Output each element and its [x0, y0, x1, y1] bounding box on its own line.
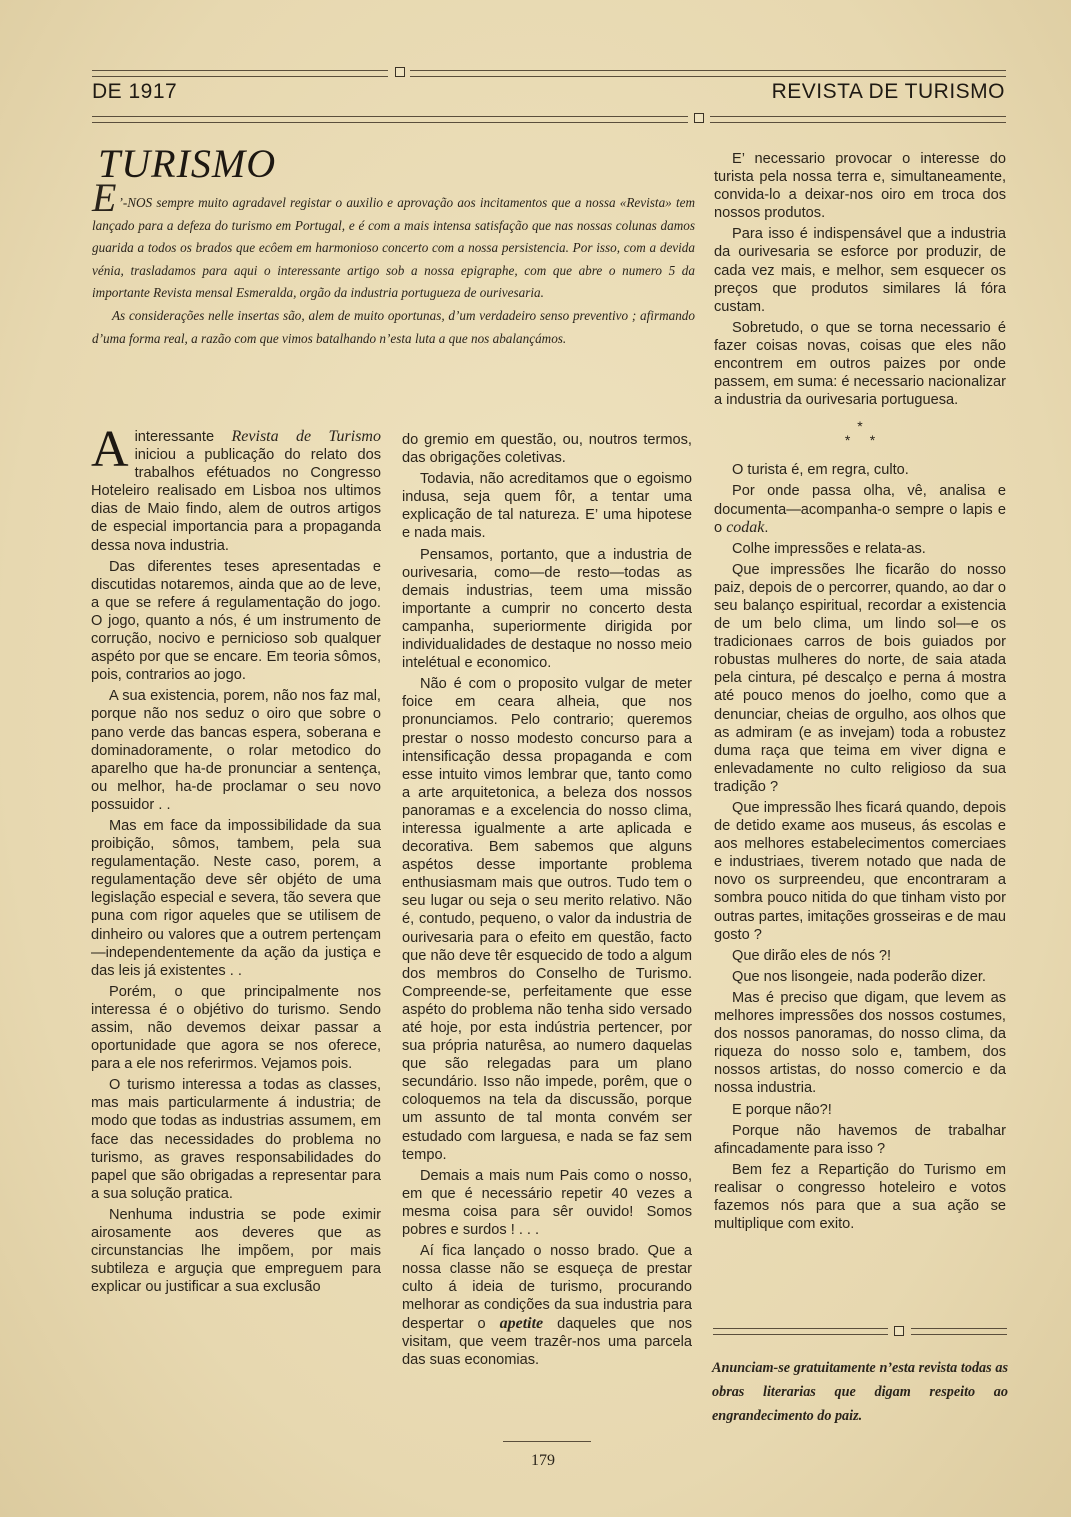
subheader-rule-left: [92, 116, 688, 123]
column-1: [91, 421, 381, 1299]
notice-rule-right: [911, 1328, 1007, 1335]
intro-paragraph-2: As considerações nelle insertas são, alem de muito oportunas, d’um verdadeiro senso preventivo ; afirmando d’uma forma real, a razão com que vimos batalhando n’esta luta a que nos abalançámos.: [92, 307, 695, 346]
column-3: [714, 150, 1006, 1236]
col3-paragraph-12: E porque não?!: [732, 1101, 832, 1118]
col1-paragraph-3: A sua existencia, porem, não nos faz mal, porque não nos seduz o oiro que sobre o pano verde das bancas espera, soberana e dominadoramente, o rolar metodico do aparelho que ha-de pronunciar a sentença, ou melhor, ha-de proclamar o seu novo possuidor . .: [91, 688, 381, 813]
col2-paragraph-4: Não é com o proposito vulgar de meter foice em ceara alheia, que nos pronunciamos. Pelo contrario; queremos prestar o nosso modesto concurso para a intensificação dessa propaganda e com esse intuito vimos lembrar que, tanto como a arte arquitetonica, a beleza dos nossos panoramas e a excelencia do nosso clima, interessa igualmente a arte aplicada e decorativa. Bem sabemos que alguns aspétos desse importante problema enthusiasmam mais que outros. Tudo tem o seu lugar ou seja o seu merito relativo. Não é, contudo, pequeno, o valor da industria de ourivesaria para o efeito em questão, facto que não deve têr esquecido de todo a algum dos membros do Conselho de Turismo. Compreende-se, perfeitamente que esse aspéto do problema não tenha sido versado até hoje, por esta indústria pertencer, por sua própria naturêsa, ao numero daquelas que são relegadas para um plano secundário. Isso não impede, porêm, que o coloquemos na tela da discussão, porque um assunto de tal monta convém ser estudado com larguesa, e nada se faz sem tempo.: [402, 676, 692, 1163]
subheader-rule-right: [710, 116, 1006, 123]
revista-title-italic: Revista de Turismo: [231, 428, 381, 445]
col3-paragraph-11: Mas é preciso que digam, que levem as melhores impressões dos nossos costumes, dos nossos panoramas, do nosso clima, da riqueza do nosso solo e, tambem, dos nossos artistas, do nosso comercio e da nossa industria.: [714, 989, 1006, 1097]
col3-paragraph-3: Sobretudo, o que se torna necessario é fazer coisas novas, coisas que eles não encontrem em outros paizes por onde passem, em suma: é necessario nacionalizar a industria da ourivesaria portuguesa.: [714, 319, 1007, 409]
col2-paragraph-3: Pensamos, portanto, que a industria de ourivesaria, como—de resto—todas as demais industrias, teem uma missão importante a cumprir no concerto desta campanha, superiormente dirigida por individualidades de destaque no nosso meio intelétual e economico.: [402, 546, 692, 672]
col1-paragraph-7: Nenhuma industria se pode eximir airosamente aos deveres que as circunstancias lhe impõem, por mais subtileza e arguçia que empreguem para explicar ou justificar a sua exclusão: [91, 1206, 381, 1296]
col3-paragraph-14: Bem fez a Repartição do Turismo em realisar o congresso hoteleiro e votos fazemos nós para que a sua ação se multiplique com exito.: [714, 1161, 1006, 1233]
col1-paragraph-6: O turismo interessa a todas as classes, mas mais particularmente á industria; de modo que todas as industrias assumem, em face das necessidades do problema no turismo, as graves responsabilidades do papel que são obrigadas a representar para a sua solução pratica.: [91, 1077, 381, 1202]
header-rule-left: [92, 70, 388, 77]
notice-ornament: [894, 1326, 904, 1336]
col3-paragraph-1: E’ necessario provocar o interesse do turista pela nossa terra e, simultaneamente, convida-lo a deixar-nos oiro em troca dos nossos produtos.: [714, 151, 1006, 222]
col3-paragraph-6: Colhe impressões e relata-as.: [732, 540, 926, 557]
col1-paragraph-4: Mas em face da impossibilidade da sua proibição, sômos, tambem, pela sua regulamentação. Neste caso, porem, a regulamentação deve sêr objéto de uma legislação especial e severa, tão severa que puna com rigor aqueles que se utilisem de dinheiro ou valores que a outrem pertençam—independentemente da ação da justiça e das leis já existentes . .: [91, 817, 381, 979]
header-journal-name: REVISTA DE TURISMO: [771, 80, 1005, 103]
col3-paragraph-7: Que impressões lhe ficarão do nosso paiz, depois de o percorrer, quando, ao dar o seu balanço espiritual, recordar a existencia de um belo clima, um lindo sol—e os tradicionaes carros de bois guiados por robustas mulheres do norte, de saia atada pela cintura, pé descalço e perna á mostra até pouco menos do joelho, como que a denunciar, cheias de orgulho, aos olhos que as admiram (e as invejam) toda a robustez duma raça que teima em viver digna e enlevadamente no culto religioso da sua tradição ?: [714, 561, 1006, 795]
col3-paragraph-9: Que dirão eles de nós ?!: [732, 947, 892, 964]
notice-rule-left: [713, 1328, 888, 1335]
header-date: DE 1917: [92, 80, 178, 103]
header-rule-right: [410, 70, 1006, 77]
header-ornament: [395, 67, 405, 77]
col1-dropcap: A: [91, 421, 129, 478]
article-intro: [92, 175, 695, 350]
subheader-ornament: [694, 113, 704, 123]
col2-paragraph-1: do gremio em questão, ou, noutros termos, das obrigações coletivas.: [402, 432, 692, 467]
article-title: TURISMO: [98, 141, 277, 186]
apetite-italic: apetite: [499, 1314, 544, 1332]
col3-paragraph-8: Que impressão lhes ficará quando, depois de detido exame aos museus, ás escolas e aos melhores estabelecimentos comerciaes e industriaes, tiverem notado que nada de novo os surpreendeu, que encontraram a sombra pouco nitida do que tinham visto por outras partes, imitações grosseiras e de mau gosto ?: [714, 800, 1006, 943]
intro-paragraph-1: E ’-NOS sempre muito agradavel registar o auxilio e aprovação aos incitamentos que a nossa «Revista» tem lançado para a defeza do turismo em Portugal, e é com a mais intensa satisfação que nas nossas colunas damos guarida a todos os brados que ecôem em harmonioso concerto com a nossa persistencia. Por isso, com a devida vénia, trasladamos para aqui o interessante artigo sob a nossa epigraphe, com que abre o numero 5 da importante Revista mensal Esmeralda, orgão da industria portugueza de ourivesaria.: [92, 175, 695, 301]
col2-paragraph-2: Todavia, não acreditamos que o egoismo indusa, seja quem fôr, a tentar uma explicação de tal natureza. E’ uma hipotese e nada mais.: [402, 471, 692, 542]
col1-paragraph-5: Porém, o que principalmente nos interessa é o objétivo do turismo. Sendo assim, não devemos deixar passar a oportunidade que agora se nos oferece, para a ele nos referirmos. Vejamos pois.: [91, 983, 381, 1073]
col2-paragraph-6: Aí fica lançado o nosso brado. Que a nossa classe não se esqueça de prestar culto á ideia de turismo, procurando melhorar as condições da sua industria para despertar o apetite daqueles que nos visitam, que veem trazêr-nos uma parcela das suas economias.: [402, 1243, 693, 1368]
col1-paragraph-2: Das diferentes teses apresentadas e discutidas notaremos, ainda que ao de leve, a que se refere á regulamentação do jogo. O jogo, quanto a nós, é um instrumento de corrução, nocivo e pernicioso sob qualquer aspéto por que se encare. Em teoria sômos, pois, contrarios ao jogo.: [91, 558, 381, 684]
codak-italic: codak: [726, 518, 765, 536]
page-number: 179: [531, 1452, 555, 1469]
col3-paragraph-10: Que nos lisongeie, nada poderão dizer.: [732, 968, 986, 985]
col3-paragraph-5: Por onde passa olha, vê, analisa e documenta—acompanha-o sempre o lapis e o codak.: [714, 483, 1006, 536]
intro-dropcap: E: [92, 175, 117, 220]
section-separator-stars: * * *: [844, 418, 876, 449]
footer-rule: [503, 1441, 591, 1442]
col2-paragraph-5: Demais a mais num Pais como o nosso, em que é necessário repetir 40 vezes a mesma coisa para sêr ouvido! Somos pobres e surdos ! . . .: [402, 1167, 692, 1239]
col3-paragraph-2: Para isso é indispensável que a industria da ourivesaria se esforce por produzir, de cada vez mais, e melhor, sem esquecer os preços que produtos similares lá fóra custam.: [714, 226, 1006, 315]
col1-paragraph-1: Ainteressante Revista de Turismo iniciou a publicação do relato dos trabalhos efétuados no Congresso Hoteleiro realisado em Lisboa nos ultimos dias de Maio findo, alem de outros artigos de especial importancia para a propaganda dessa nova industria.: [91, 421, 381, 554]
col3-paragraph-13: Porque não havemos de trabalhar afincadamente para isso ?: [714, 1122, 1006, 1157]
notice-text: Anunciam-se gratuitamente n’esta revista todas as obras literarias que digam respeito ao engrandecimento do paiz.: [712, 1360, 1008, 1424]
col3-paragraph-4: O turista é, em regra, culto.: [732, 462, 909, 479]
column-2: [402, 431, 692, 1372]
